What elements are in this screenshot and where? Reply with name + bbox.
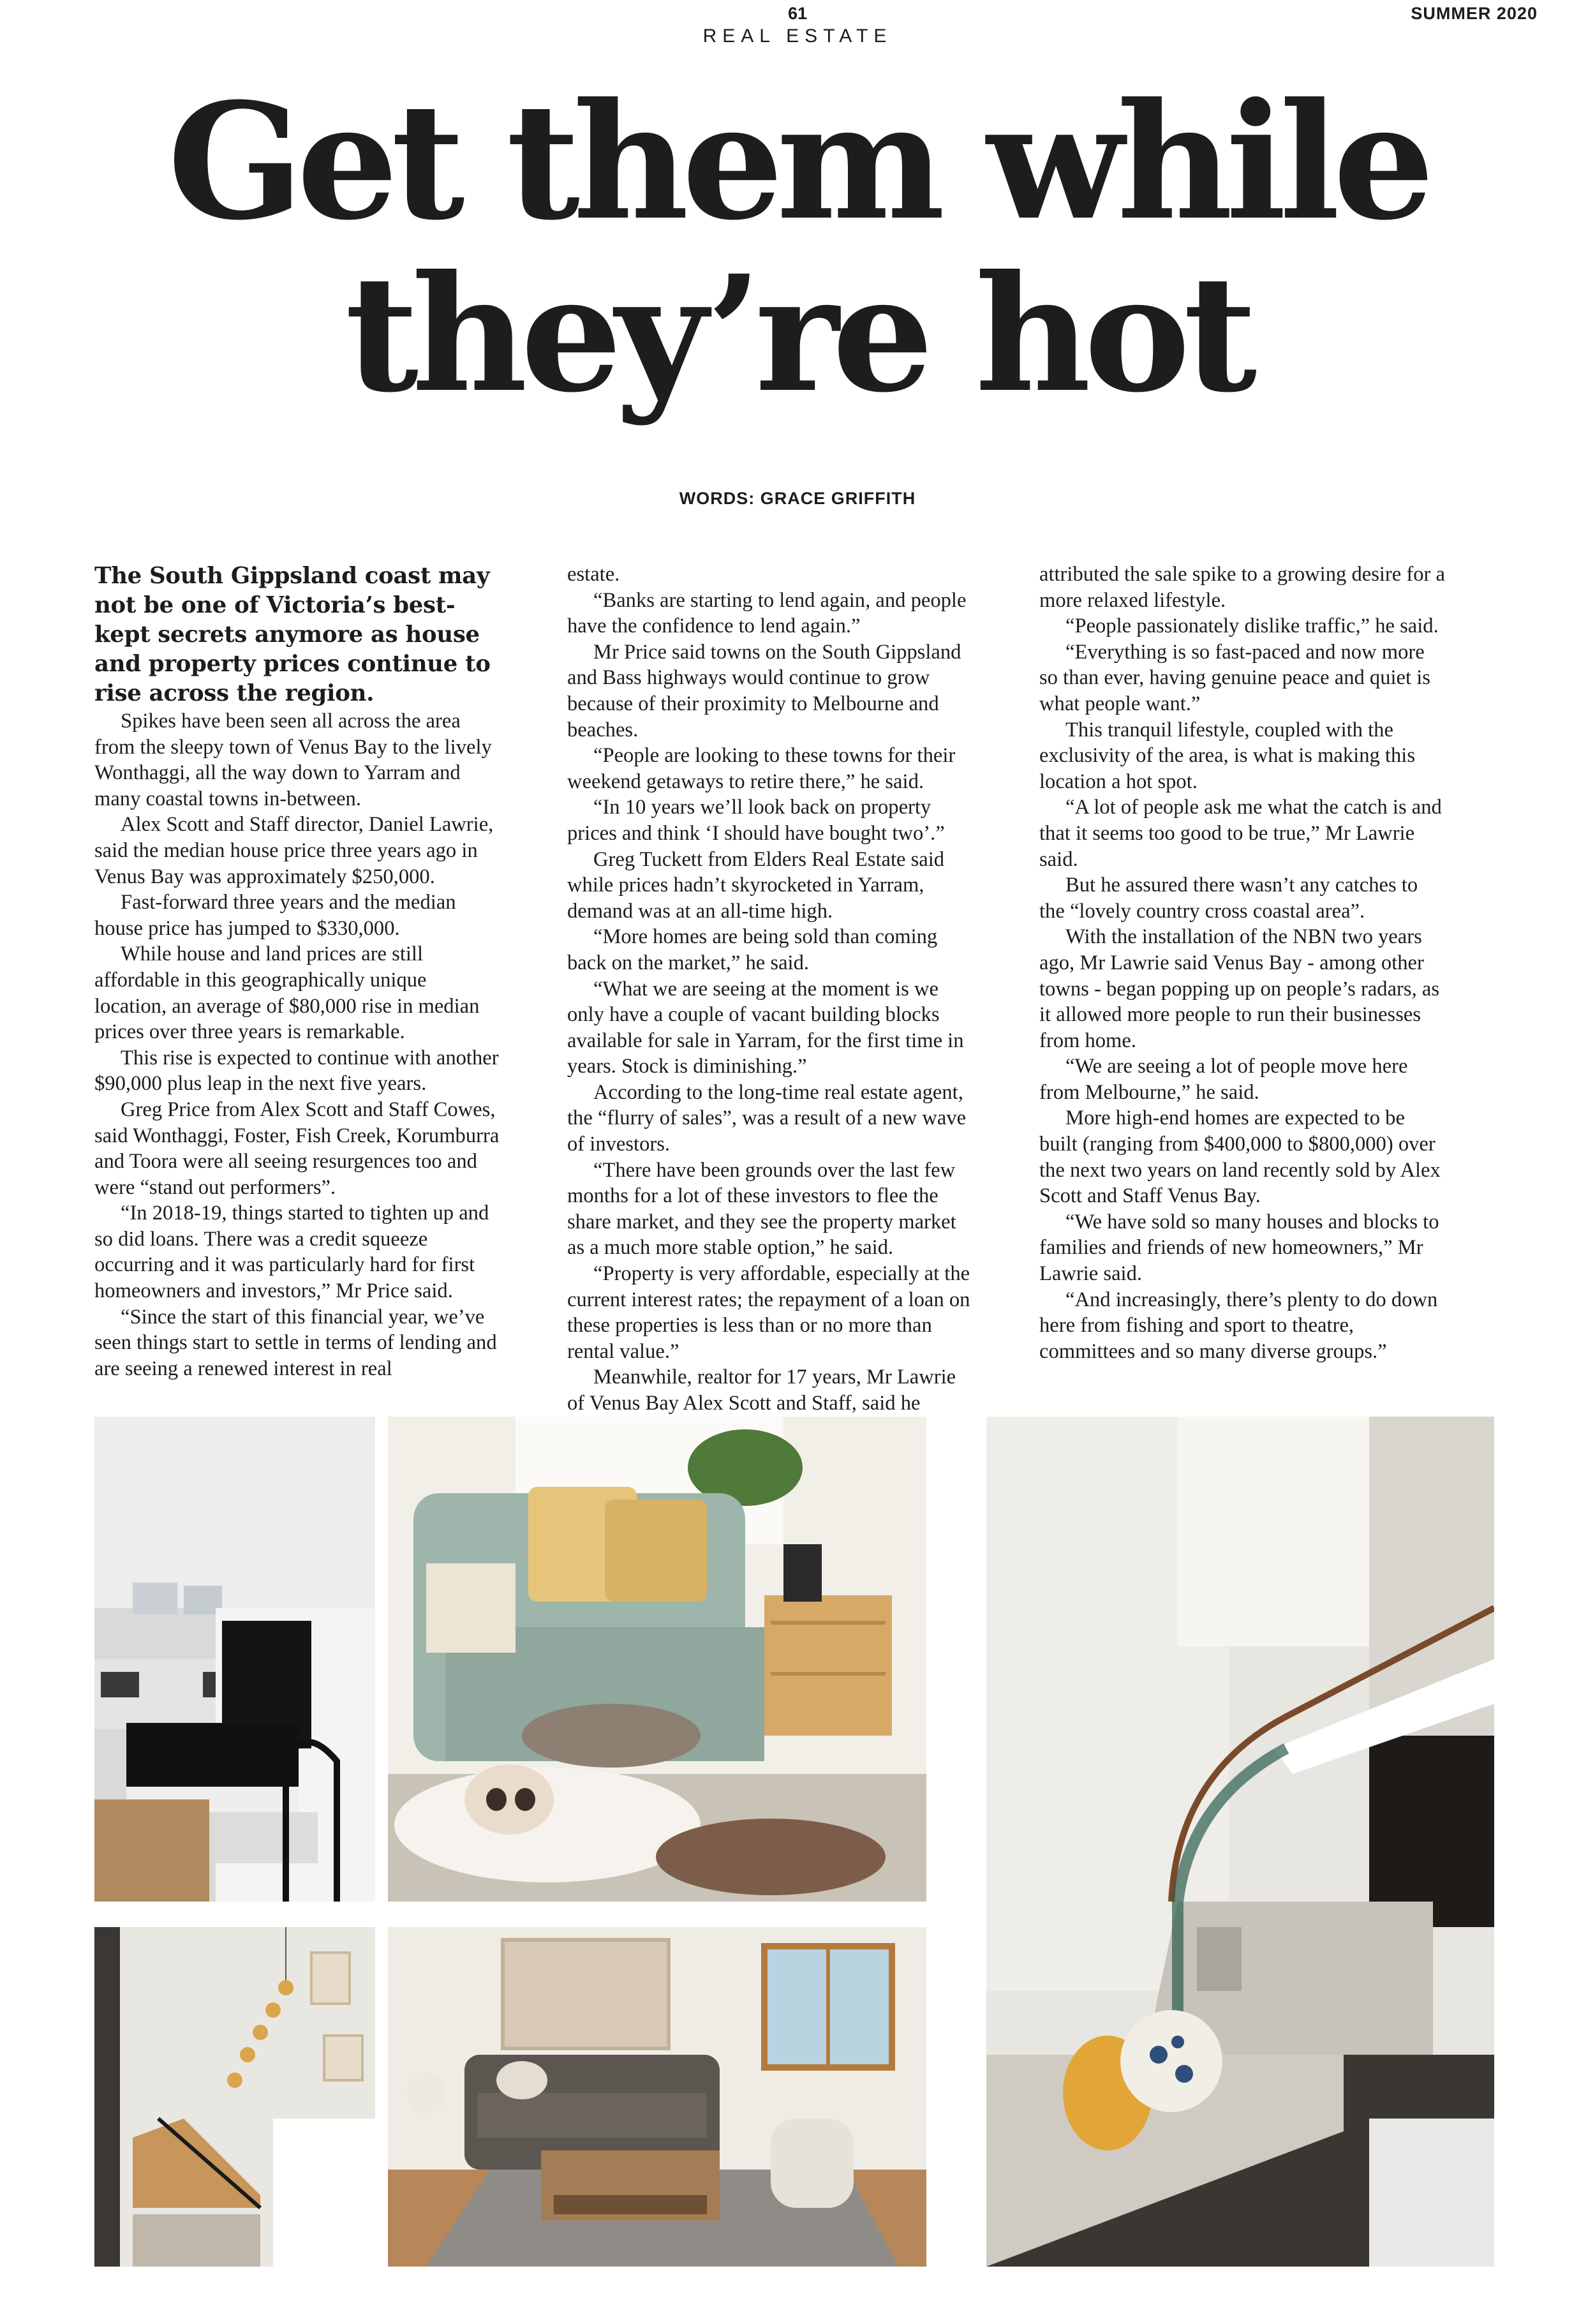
paragraph: estate. xyxy=(567,563,620,586)
paragraph: “A lot of people ask me what the catch is and that it seems too good to be true,” Mr Lawrie said. xyxy=(1039,796,1442,871)
paragraph: Mr Price said towns on the South Gippsland and Bass highways would continue to grow because of their proximity to Melbourne and beaches. xyxy=(567,640,961,741)
headline-line-1: Get them while xyxy=(167,68,1428,255)
paragraph: “We have sold so many houses and blocks to families and friends of new homeowners,” Mr Lawrie said. xyxy=(1039,1210,1439,1286)
byline: WORDS: GRACE GRIFFITH xyxy=(679,489,916,508)
paragraph: With the installation of the NBN two years ago, Mr Lawrie said Venus Bay - among other towns - began popping up on people’s radars, as it allowed more people to run their businesses from home. xyxy=(1039,925,1440,1052)
headline xyxy=(0,68,1595,428)
page-number: 61 xyxy=(787,4,808,23)
article-column-2 xyxy=(567,562,973,1417)
paragraph: “People are looking to these towns for their weekend getaways to retire there,” he said. xyxy=(567,744,956,793)
photo-staircase-lounge xyxy=(986,1417,1494,2267)
paragraph: “People passionately dislike traffic,” he said. xyxy=(1065,615,1439,638)
standfirst: The South Gippsland coast may not be one of Victoria’s best-kept secrets anymore as house and property prices continue to rise across the region. xyxy=(94,563,491,706)
paragraph: But he assured there wasn’t any catches to the “lovely country cross coastal area”. xyxy=(1039,874,1418,923)
paragraph: Alex Scott and Staff director, Daniel Lawrie, said the median house price three years ago in Venus Bay was approximately $250,000. xyxy=(94,813,494,888)
article-column-3 xyxy=(1039,562,1445,1364)
paragraph: While house and land prices are still affordable in this geographically unique location, an average of $80,000 rise in median prices over three years is remarkable. xyxy=(94,942,480,1044)
paragraph: According to the long-time real estate agent, the “flurry of sales”, was a result of a new wave of investors. xyxy=(567,1080,967,1156)
issue-label: SUMMER 2020 xyxy=(1411,4,1538,23)
article-column-1 xyxy=(94,562,500,1382)
headline-line-2: they’re hot xyxy=(345,240,1250,428)
photo-grey-sofa-living-room xyxy=(388,1927,926,2267)
paragraph: “Property is very affordable, especially at the current interest rates; the repayment of a loan on these properties is less than or no more than rental value.” xyxy=(567,1262,970,1363)
paragraph: “Everything is so fast-paced and now more so than ever, having genuine peace and quiet is what people want.” xyxy=(1039,640,1430,715)
paragraph: This tranquil lifestyle, coupled with the exclusivity of the area, is what is making this location a hot spot. xyxy=(1039,718,1415,793)
paragraph: “More homes are being sold than coming back on the market,” he said. xyxy=(567,925,938,974)
paragraph: “Since the start of this financial year, we’ve seen things start to settle in terms of lending and are seeing a renewed interest in real xyxy=(94,1305,497,1380)
photo-sofa-with-dog xyxy=(388,1417,926,1902)
paragraph: “Banks are starting to lend again, and people have the confidence to lend again.” xyxy=(567,588,967,638)
section-label: REAL ESTATE xyxy=(702,26,893,47)
paragraph: “We are seeing a lot of people move here from Melbourne,” he said. xyxy=(1039,1055,1408,1104)
paragraph: “In 10 years we’ll look back on property prices and think ‘I should have bought two’.” xyxy=(567,796,945,845)
paragraph: Meanwhile, realtor for 17 years, Mr Lawrie of Venus Bay Alex Scott and Staff, said he xyxy=(567,1366,956,1415)
paragraph: “There have been grounds over the last few months for a lot of these investors to flee the share market, and they see the property market as a much more stable option,” he said. xyxy=(567,1158,956,1260)
paragraph: Fast-forward three years and the median house price has jumped to $330,000. xyxy=(94,891,456,940)
paragraph: Greg Tuckett from Elders Real Estate said while prices hadn’t skyrocketed in Yarram, demand was at an all-time high. xyxy=(567,847,945,923)
paragraph: attributed the sale spike to a growing desire for a more relaxed lifestyle. xyxy=(1039,563,1445,612)
paragraph: Spikes have been seen all across the area from the sleepy town of Venus Bay to the lively Wonthaggi, all the way down to Yarram and many coastal towns in-between. xyxy=(94,710,492,810)
photo-pendant-stairs xyxy=(94,1927,375,2267)
paragraph: “And increasingly, there’s plenty to do down here from fishing and sport to theatre, committees and so many diverse groups.” xyxy=(1039,1288,1438,1363)
paragraph: This rise is expected to continue with another $90,000 plus leap in the next five years. xyxy=(94,1046,499,1096)
paragraph: Greg Price from Alex Scott and Staff Cowes, said Wonthaggi, Foster, Fish Creek, Korumburra and Toora were all seeing resurgences too and were “stand out performers”. xyxy=(94,1098,500,1199)
paragraph: “In 2018-19, things started to tighten up and so did loans. There was a credit squeeze occurring and it was particularly hard for first homeowners and investors,” Mr Price said. xyxy=(94,1202,489,1303)
photo-fireplace-living-room xyxy=(94,1417,375,1902)
paragraph: More high-end homes are expected to be built (ranging from $400,000 to $800,000) over the next two years on land recently sold by Alex Scott and Staff Venus Bay. xyxy=(1039,1106,1441,1208)
paragraph: “What we are seeing at the moment is we only have a couple of vacant building blocks available for sale in Yarram, for the first time in years. Stock is diminishing.” xyxy=(567,977,964,1078)
